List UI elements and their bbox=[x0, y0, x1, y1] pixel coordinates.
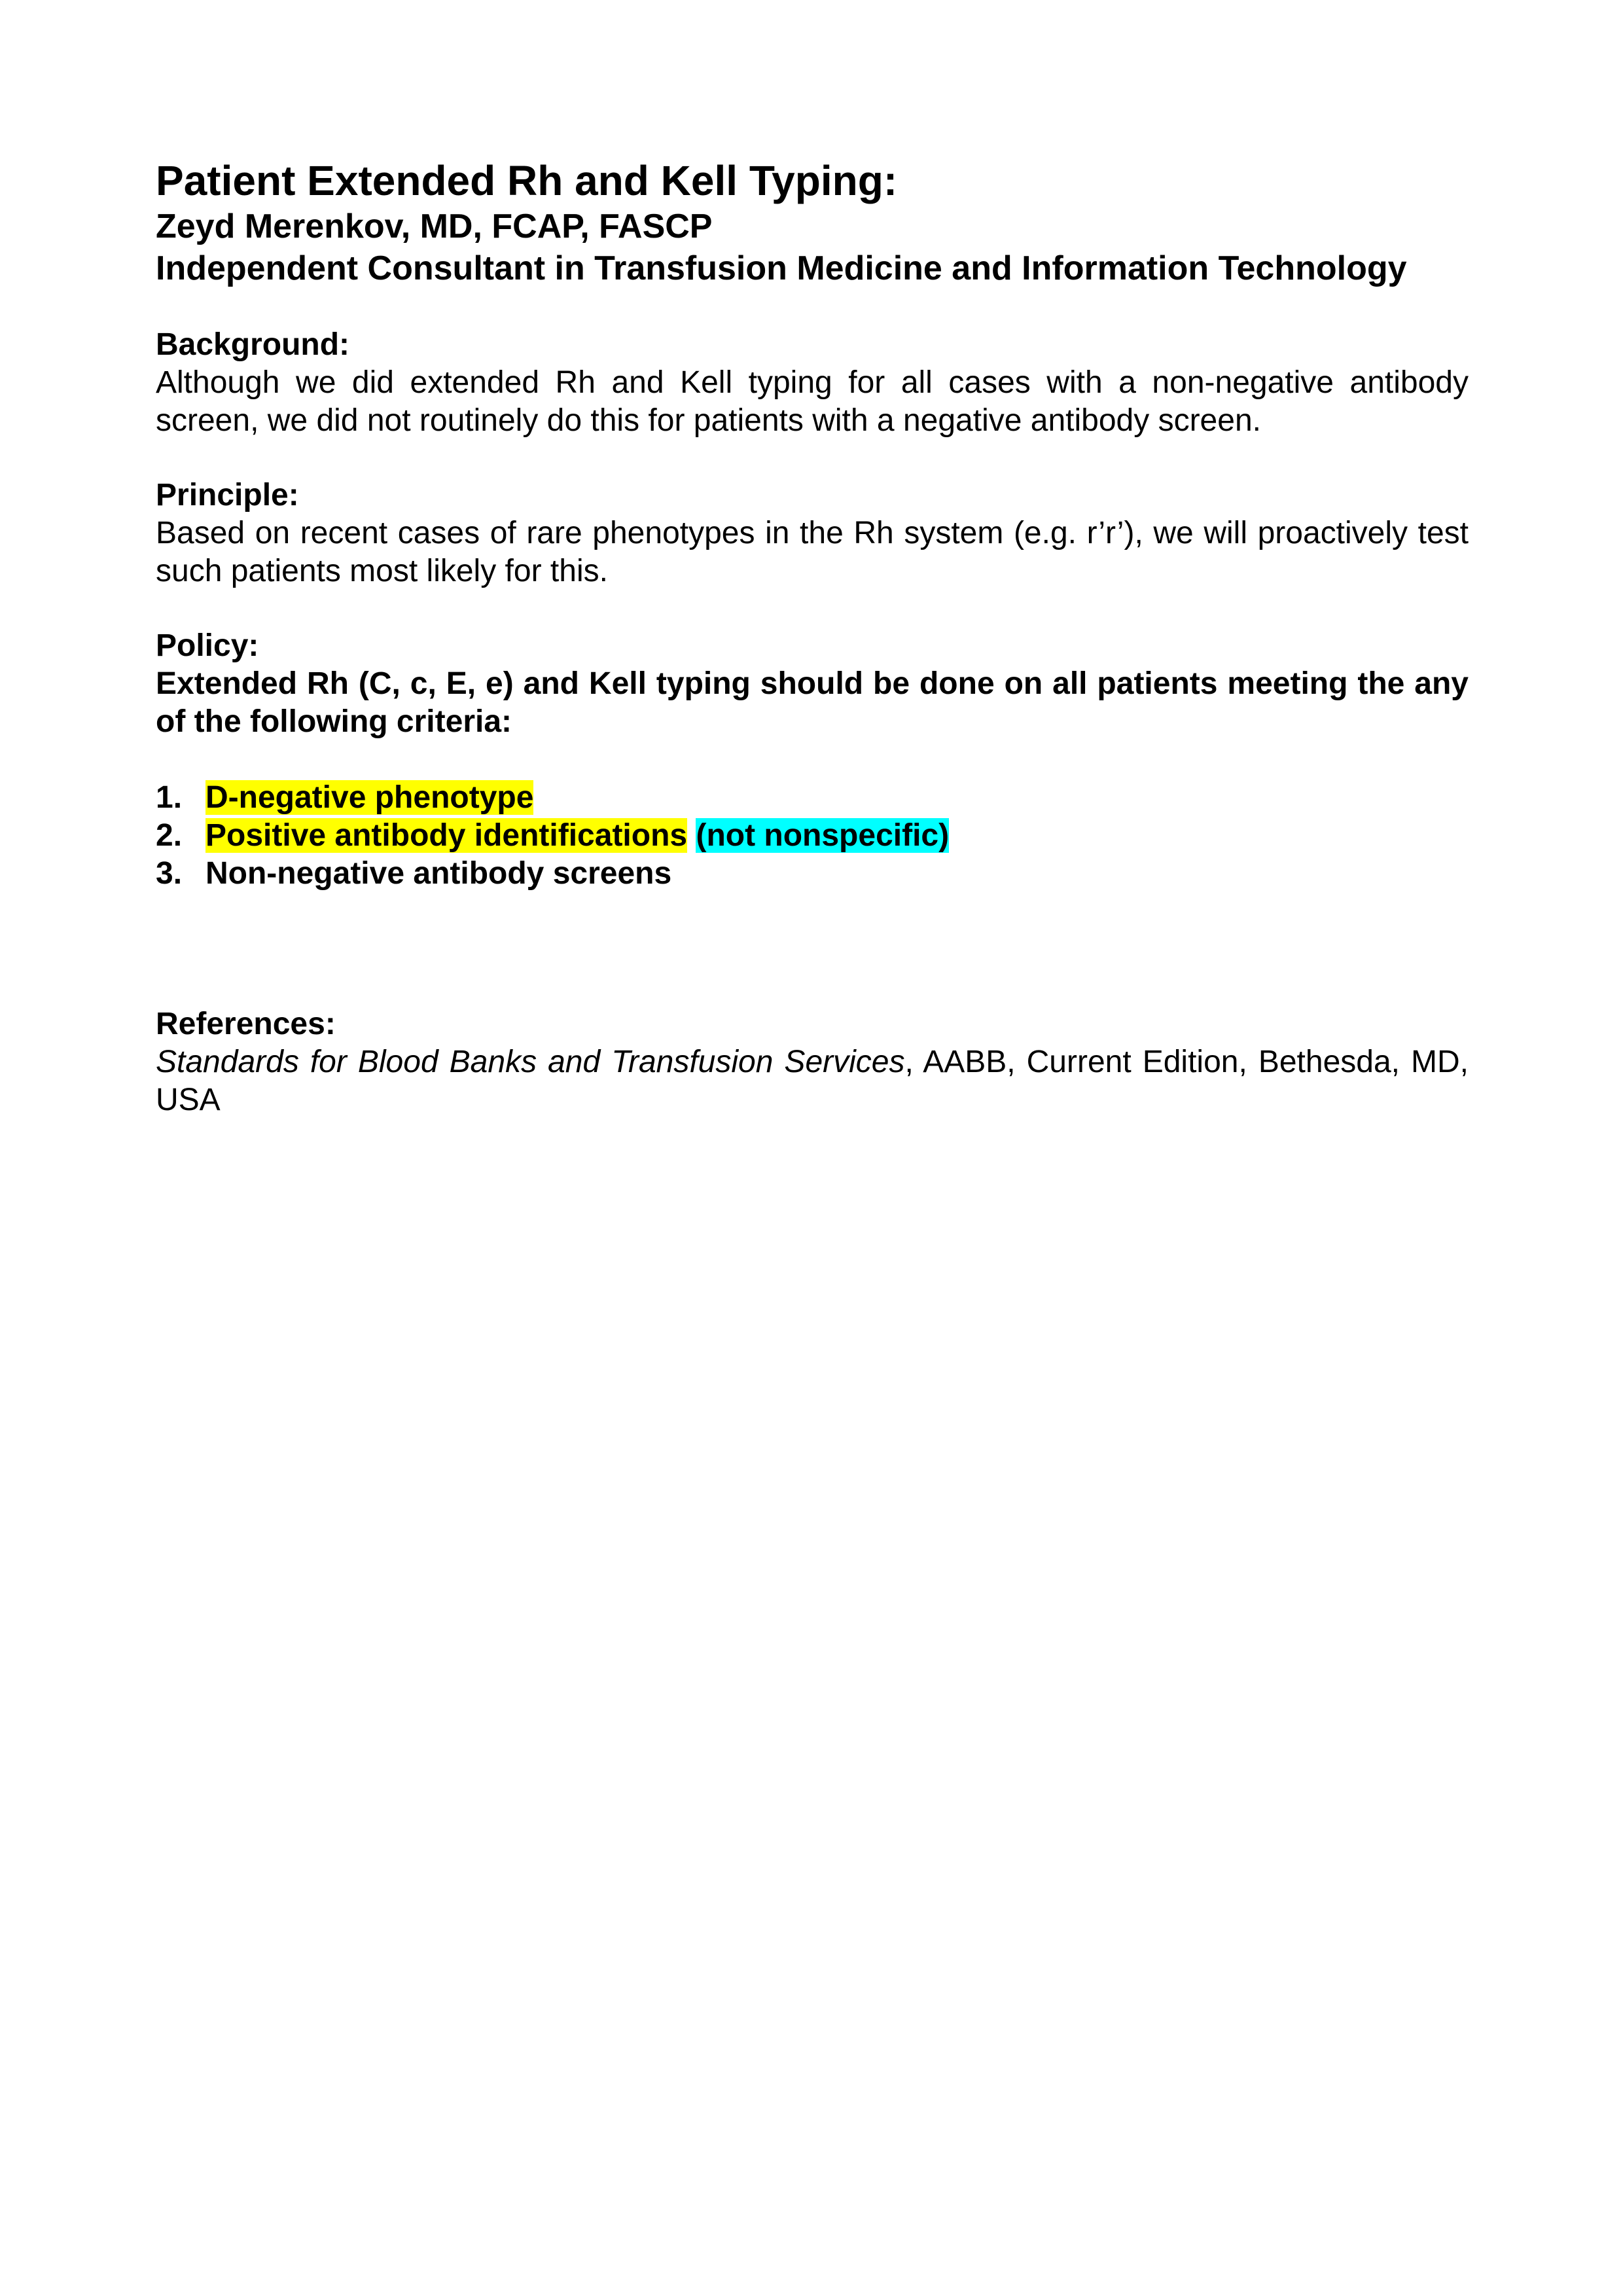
principle-text: Based on recent cases of rare phenotypes in the Rh system (e.g. r’r’), we will proactively test such patients most likely for this. bbox=[156, 516, 1469, 588]
background-text: Although we did extended Rh and Kell typing for all cases with a non-negative antibody screen, we did not routinely do this for patients with a negative antibody screen. bbox=[156, 365, 1469, 438]
criteria-list bbox=[156, 779, 1469, 893]
reference-title: Standards for Blood Banks and Transfusion Services bbox=[156, 1045, 905, 1079]
background-heading: Background: bbox=[156, 327, 350, 362]
list-item bbox=[156, 855, 1469, 893]
principle-heading: Principle: bbox=[156, 478, 299, 512]
principle-section bbox=[156, 476, 1469, 590]
reference-details: , AABB, Current Edition, Bethesda, MD, USA bbox=[156, 1045, 1469, 1117]
affiliation-line: Independent Consultant in Transfusion Medicine and Information Technology bbox=[156, 249, 1407, 287]
policy-heading: Policy: bbox=[156, 628, 259, 663]
reference-entry bbox=[156, 1043, 1469, 1119]
document-page bbox=[156, 156, 1469, 1119]
list-number: 1. bbox=[156, 780, 183, 815]
criterion-note: (not nonspecific) bbox=[696, 818, 950, 853]
background-section bbox=[156, 326, 1469, 440]
list-item bbox=[156, 779, 1469, 817]
author-line: Zeyd Merenkov, MD, FCAP, FASCP bbox=[156, 207, 713, 245]
criterion-text: Positive antibody identifications bbox=[205, 818, 688, 853]
criterion-highlight bbox=[156, 780, 534, 815]
list-number: 3. bbox=[156, 856, 183, 891]
policy-text: Extended Rh (C, c, E, e) and Kell typing should be done on all patients meeting the any of the following criteria: bbox=[156, 666, 1469, 739]
document-title: Patient Extended Rh and Kell Typing: bbox=[156, 157, 898, 204]
criterion-text: D-negative phenotype bbox=[205, 780, 534, 815]
policy-section bbox=[156, 627, 1469, 893]
references-heading: References: bbox=[156, 1007, 336, 1041]
criterion-text: Non-negative antibody screens bbox=[205, 856, 672, 891]
list-item bbox=[156, 817, 1469, 855]
list-number: 2. bbox=[156, 818, 183, 853]
references-section bbox=[156, 1005, 1469, 1119]
